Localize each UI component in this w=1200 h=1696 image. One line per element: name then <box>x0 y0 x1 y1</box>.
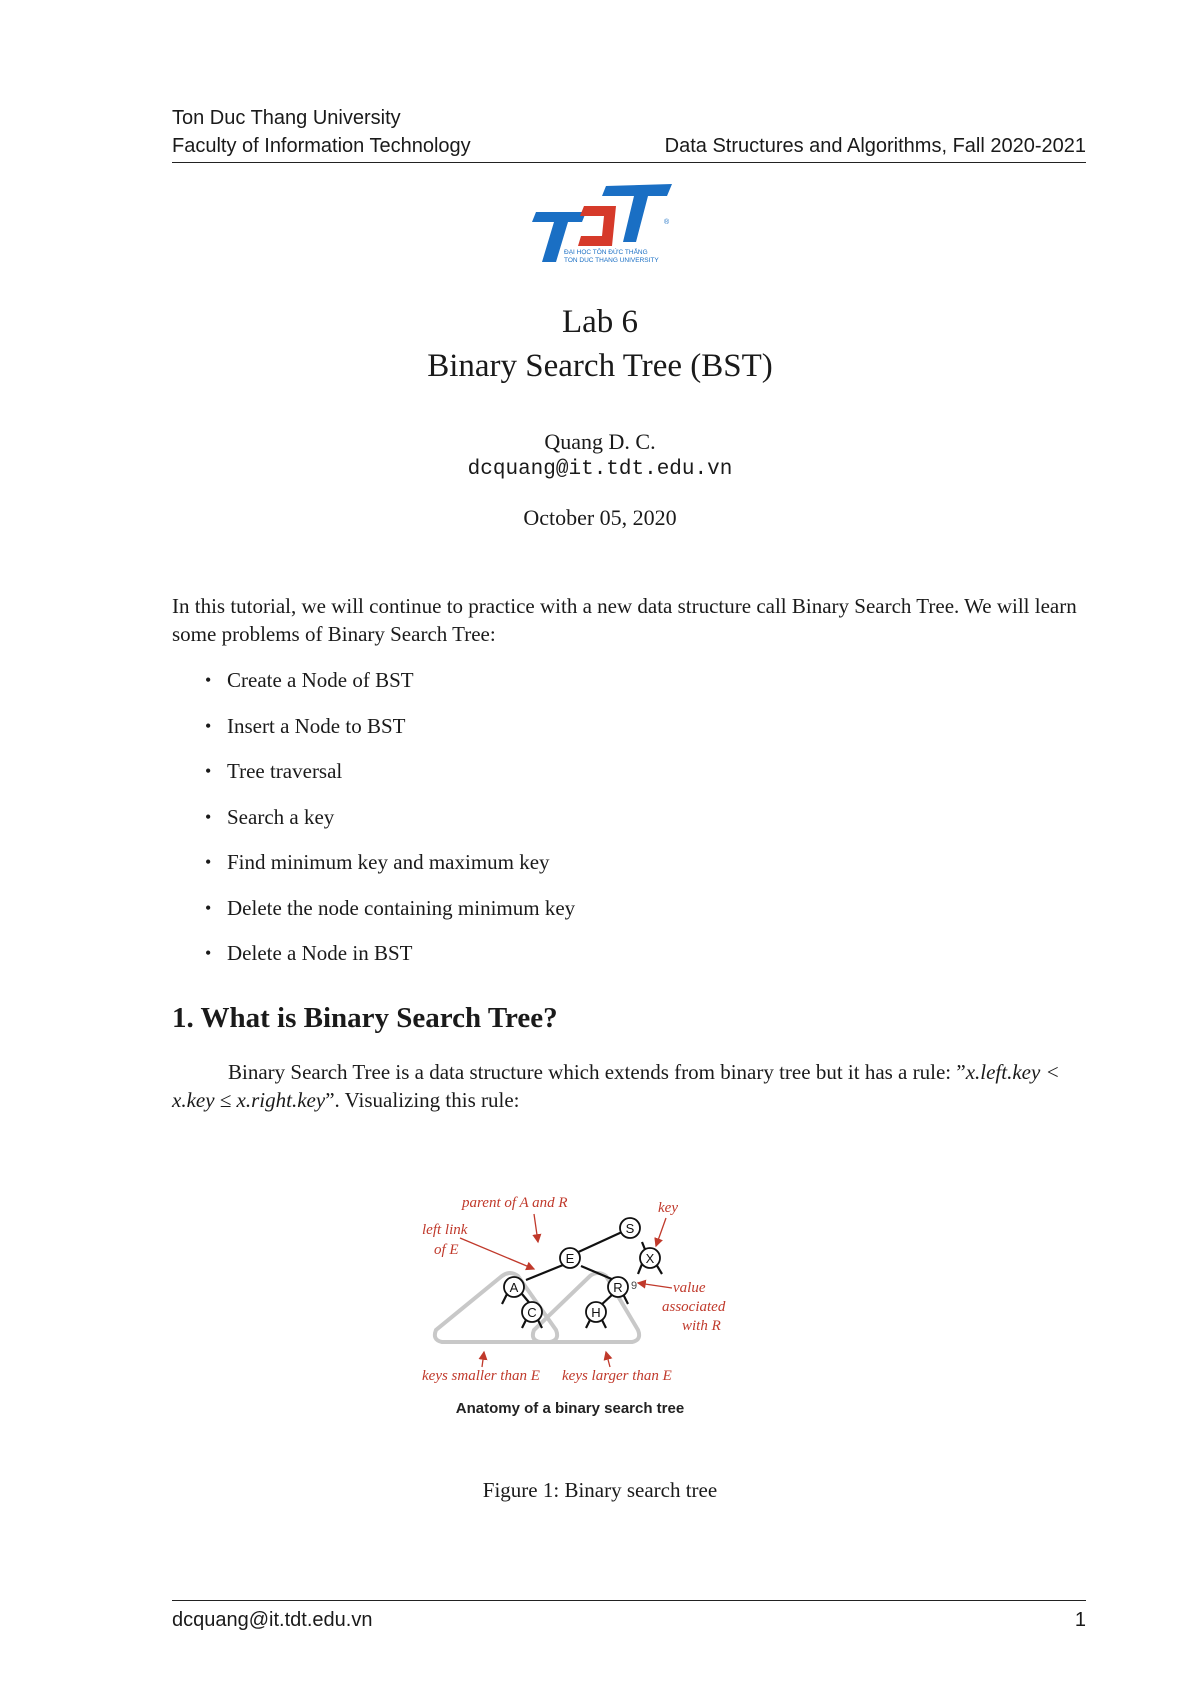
lab-title: Binary Search Tree (BST) <box>427 348 773 384</box>
lab-number: Lab 6 <box>561 304 639 340</box>
list-item: • Delete the node containing minimum key <box>205 894 1005 940</box>
node-label: R <box>613 1280 623 1295</box>
node-label: A <box>509 1280 519 1295</box>
node-value-label: 9 <box>630 1280 638 1292</box>
university-logo <box>528 182 678 266</box>
figure-caption: Figure 1: Binary search tree <box>482 1478 718 1502</box>
annotation-key: key <box>658 1200 678 1216</box>
annotation-left-link: left link <box>422 1222 468 1238</box>
annotation-associated: associated <box>662 1299 726 1315</box>
node-label: H <box>591 1305 601 1320</box>
author-name: Quang D. C. <box>544 429 656 454</box>
annotation-value: value <box>673 1280 706 1296</box>
logo-text-line2: TON DUC THANG UNIVERSITY <box>564 257 659 264</box>
bst-diagram <box>410 1190 810 1440</box>
document-date: October 05, 2020 <box>523 505 677 530</box>
annotation-smaller: keys smaller than E <box>422 1368 540 1384</box>
node-label: E <box>565 1251 575 1266</box>
annotation-left-link-of: of E <box>434 1242 459 1258</box>
annotation-parent: parent of A and R <box>462 1195 568 1211</box>
author-email: dcquang@it.tdt.edu.vn <box>467 458 733 481</box>
page-footer <box>172 1600 1086 1632</box>
header-divider <box>172 162 1086 163</box>
list-item: • Tree traversal <box>205 757 1005 803</box>
paragraph-text-end: ”. Visualizing this rule: <box>325 1088 520 1112</box>
list-item: • Create a Node of BST <box>205 666 1005 712</box>
node-label: S <box>625 1221 635 1236</box>
list-item: • Insert a Node to BST <box>205 712 1005 758</box>
section-paragraph <box>172 1058 1086 1114</box>
intro-paragraph: In this tutorial, we will continue to practice with a new data structure call Binary Search Tree. We will learn some problems of Binary Search Tree: <box>172 594 1077 646</box>
university-name: Ton Duc Thang University <box>172 107 401 129</box>
svg-text:®: ® <box>664 219 670 226</box>
annotation-larger: keys larger than E <box>562 1368 672 1384</box>
annotation-arrows <box>460 1214 672 1367</box>
page-number: 1 <box>1074 1609 1086 1631</box>
paragraph-text-start: Binary Search Tree is a data structure which extends from binary tree but it has a rule: ” <box>228 1060 966 1084</box>
course-name: Data Structures and Algorithms, Fall 2020-2021 <box>664 135 1086 157</box>
node-label: C <box>527 1305 537 1320</box>
list-item: • Search a key <box>205 803 1005 849</box>
annotation-with-r: with R <box>682 1318 721 1334</box>
list-item: • Delete a Node in BST <box>205 939 1005 985</box>
node-label: X <box>645 1251 655 1266</box>
title-block <box>0 300 1200 532</box>
figure-inner-caption: Anatomy of a binary search tree <box>455 1400 685 1417</box>
page-header <box>172 104 1086 163</box>
bst-rule: x.left.key < x.key ≤ x.right.key <box>172 1060 1060 1112</box>
list-item: • Find minimum key and maximum key <box>205 848 1005 894</box>
faculty-name: Faculty of Information Technology <box>172 135 471 157</box>
logo-text-line1: ĐẠI HỌC TÔN ĐỨC THẮNG <box>564 249 648 256</box>
topic-list <box>205 666 1005 985</box>
section-heading: 1. What is Binary Search Tree? <box>172 1002 558 1034</box>
footer-email: dcquang@it.tdt.edu.vn <box>172 1609 373 1631</box>
